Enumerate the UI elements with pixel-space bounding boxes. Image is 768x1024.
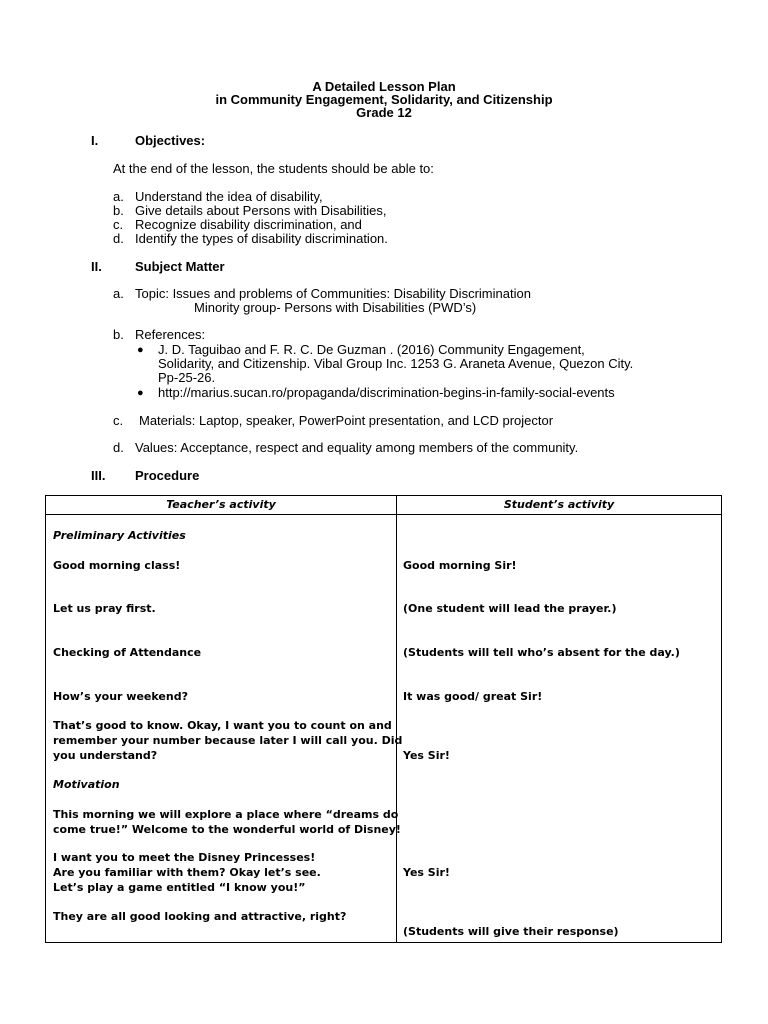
teacher-line: That’s good to know. Okay, I want you to count on and <box>53 719 392 732</box>
reference-citation: Solidarity, and Citizenship. Vibal Group Inc. 1253 G. Araneta Avenue, Quezon City. <box>158 356 634 371</box>
references-label: References: <box>135 327 206 342</box>
teacher-line: How’s your weekend? <box>53 690 188 703</box>
objective-letter: d. <box>113 231 124 246</box>
teacher-line: They are all good looking and attractive, right? <box>53 910 347 923</box>
student-line: It was good/ great Sir! <box>403 690 543 703</box>
column-header-student: Student’s activity <box>397 496 722 515</box>
student-line: Yes Sir! <box>403 866 450 879</box>
teacher-line: remember your number because later I will call you. Did <box>53 734 403 747</box>
objective-letter: c. <box>113 217 124 232</box>
teacher-line: This morning we will explore a place where “dreams do <box>53 808 399 821</box>
student-line: (One student will lead the prayer.) <box>403 602 617 615</box>
teacher-line: Checking of Attendance <box>53 646 202 659</box>
column-header-teacher: Teacher’s activity <box>46 496 397 515</box>
objectives-intro: At the end of the lesson, the students should be able to: <box>113 161 434 176</box>
section-numeral-objectives: I. <box>91 133 99 148</box>
topic-letter: a. <box>113 286 124 301</box>
objective-item: Identify the types of disability discrimination. <box>135 231 388 246</box>
document-grade: Grade 12 <box>356 105 412 120</box>
teacher-line: I want you to meet the Disney Princesses! <box>53 851 316 864</box>
procedure-table <box>45 495 722 943</box>
bullet-icon: ● <box>137 387 144 399</box>
student-line: (Students will tell who’s absent for the day.) <box>403 646 680 659</box>
table-header-row <box>46 496 722 515</box>
preliminary-activities-heading: Preliminary Activities <box>53 529 186 542</box>
teacher-line: Let us pray first. <box>53 602 156 615</box>
reference-citation: Pp-25-26. <box>158 370 216 385</box>
reference-url: http://marius.sucan.ro/propaganda/discrimination-begins-in-family-social-events <box>158 385 615 400</box>
section-numeral-procedure: III. <box>91 468 106 483</box>
document-title: A Detailed Lesson Plan <box>312 79 456 94</box>
references-letter: b. <box>113 327 124 342</box>
teacher-line: Are you familiar with them? Okay let’s see. <box>53 866 321 879</box>
bullet-icon: ● <box>137 344 144 356</box>
section-heading-objectives: Objectives: <box>135 133 206 148</box>
objective-letter: b. <box>113 203 124 218</box>
reference-citation: J. D. Taguibao and F. R. C. De Guzman . (2016) Community Engagement, <box>158 342 585 357</box>
student-activity-cell <box>397 515 722 943</box>
section-numeral-subject-matter: II. <box>91 259 102 274</box>
teacher-activity-cell <box>46 515 403 943</box>
objective-item: Understand the idea of disability, <box>135 189 323 204</box>
materials-line: Materials: Laptop, speaker, PowerPoint presentation, and LCD projector <box>139 413 554 428</box>
teacher-line: Let’s play a game entitled “I know you!” <box>53 881 306 894</box>
materials-letter: c. <box>113 413 124 428</box>
teacher-line: you understand? <box>53 749 158 762</box>
section-heading-subject-matter: Subject Matter <box>135 259 225 274</box>
objective-item: Recognize disability discrimination, and <box>135 217 362 232</box>
student-line: Good morning Sir! <box>403 559 517 572</box>
values-letter: d. <box>113 440 124 455</box>
minority-group-line: Minority group- Persons with Disabilities (PWD’s) <box>194 300 477 315</box>
objective-item: Give details about Persons with Disabilities, <box>135 203 387 218</box>
table-row <box>46 515 722 943</box>
objective-letter: a. <box>113 189 124 204</box>
values-line: Values: Acceptance, respect and equality among members of the community. <box>135 440 579 455</box>
student-line: Yes Sir! <box>403 749 450 762</box>
document-subject: in Community Engagement, Solidarity, and Citizenship <box>215 92 553 107</box>
teacher-line: Good morning class! <box>53 559 181 572</box>
motivation-heading: Motivation <box>53 778 120 791</box>
section-heading-procedure: Procedure <box>135 468 200 483</box>
student-line: (Students will give their response) <box>403 925 619 938</box>
teacher-line: come true!” Welcome to the wonderful world of Disney! <box>53 823 401 836</box>
topic-line: Topic: Issues and problems of Communities: Disability Discrimination <box>135 286 531 301</box>
